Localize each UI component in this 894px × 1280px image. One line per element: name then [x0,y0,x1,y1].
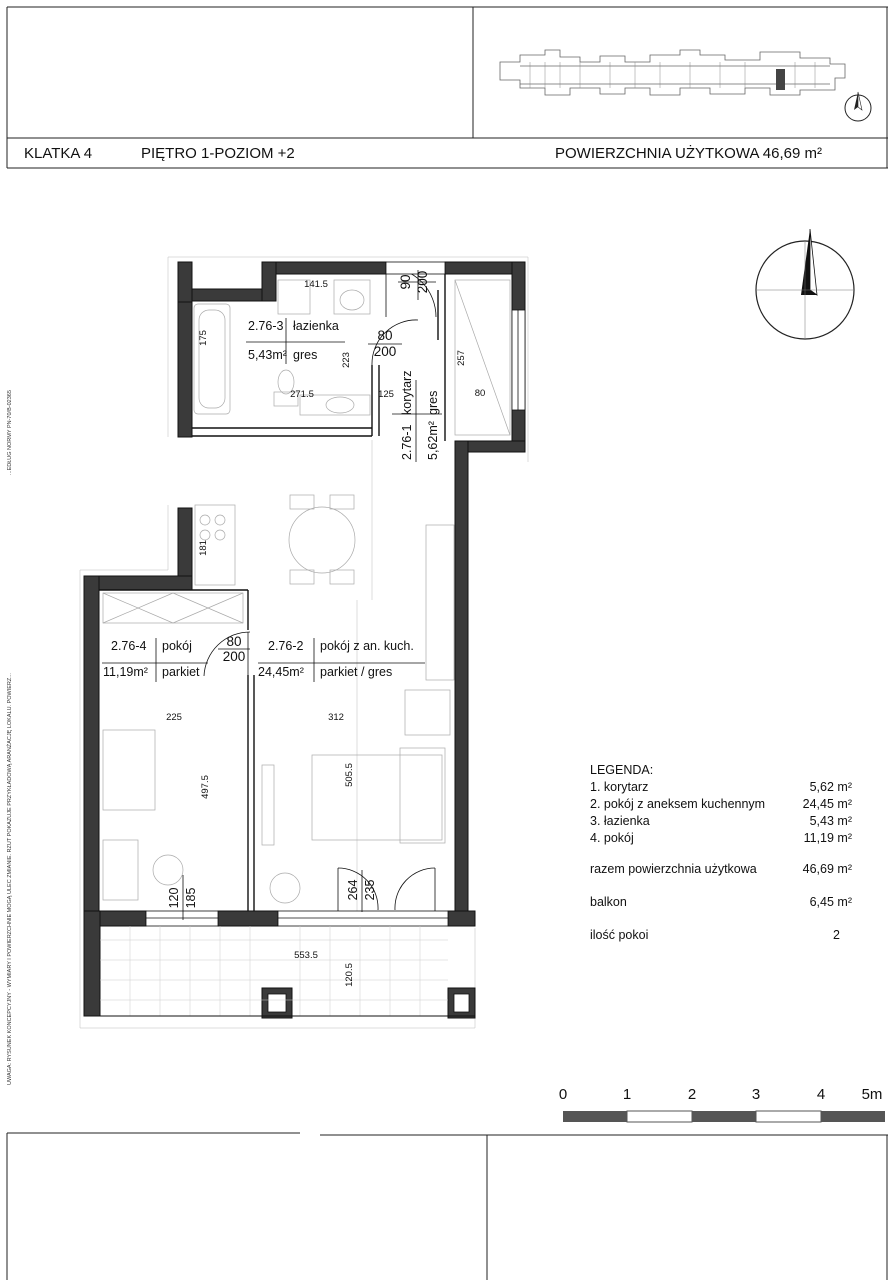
room-living-finish: parkiet / gres [320,665,393,679]
side-norm-note: ...EDŁUG NORMY PN-70/B-02365 [7,390,13,475]
side-disclaimer: UWAGA: RYSUNEK KONCEPCYJNY - WYMIARY I POWIERZCHNIE MOGĄ ULEC ZMIANIE. RZUT POKAZUJE PRZYKŁADOWĄ ARANŻACJĘ LOKALU. POWIERZ... [7,673,13,1085]
dim-bath-top: 141.5 [304,279,328,290]
scale-tick-1: 1 [622,1086,632,1103]
legend-total-label: razem powierzchnia użytkowa [590,862,757,876]
room-bathroom-name: łazienka [293,319,339,333]
legend-item-value: 11,19 m² [803,831,852,845]
legend-balcony-label: balkon [590,895,627,909]
room-living-area: 24,45m² [258,665,304,679]
dim-corridor-width: 80 [474,388,486,399]
legend-rooms-value: 2 [833,928,840,942]
room-bathroom-area: 5,43m² [248,348,287,362]
legend-total-value: 46,69 m² [802,862,852,876]
dim-room4-width: 225 [166,712,182,723]
balcony-door-dim-a: 264 [346,879,360,901]
scale-tick-3: 3 [751,1086,761,1103]
room-living-id: 2.76-2 [268,639,304,653]
dim-corridor-height: 257 [456,350,467,366]
dim-balcony-width: 553.5 [294,950,318,961]
dim-balcony-depth: 120.5 [344,963,355,987]
dim-room4-height: 497.5 [200,775,211,799]
room-bedroom-area: 11,19m² [103,665,148,679]
dim-room2-width: 312 [328,712,344,723]
window-dim-b: 185 [184,887,198,909]
scale-tick-4: 4 [816,1086,826,1103]
dim-kitchen-stub: 181 [198,540,209,556]
door-bedroom-height: 200 [222,649,246,664]
usable-area-label: POWIERZCHNIA UŻYTKOWA 46,69 m² [555,145,822,162]
legend-rooms-label: ilość pokoi [590,928,649,942]
room-bedroom-name: pokój [162,639,192,653]
floor-label: PIĘTRO 1-POZIOM +2 [141,145,295,162]
scale-tick-0: 0 [558,1086,568,1103]
door-bath-width: 80 [377,328,393,343]
legend-item-value: 5,62 m² [809,780,852,794]
legend-item-label: 3. łazienka [590,814,650,828]
stairwell-label: KLATKA 4 [24,145,93,162]
dim-bath-right: 223 [341,352,352,368]
room-bedroom-id: 2.76-4 [111,639,147,653]
window-dim-a: 120 [167,887,181,909]
room-corridor-id: 2.76-1 [400,424,414,460]
dim-corridor-small: 125 [378,389,394,400]
room-living-name: pokój z an. kuch. [320,639,414,653]
room-corridor-area: 5,62m² [426,421,440,460]
door-entry-height: 200 [415,270,430,294]
legend-item-value: 5,43 m² [809,814,852,828]
dim-bath-bottom: 271.5 [290,389,314,400]
door-bath-height: 200 [373,344,397,359]
scale-tick-5: 5m [861,1086,883,1103]
legend-item-label: 1. korytarz [590,780,649,794]
room-bathroom-finish: gres [293,348,318,362]
legend-item-label: 4. pokój [590,831,634,845]
room-corridor-name: korytarz [400,370,414,415]
legend-title: LEGENDA: [590,763,654,777]
legend-balcony-value: 6,45 m² [809,895,852,909]
room-corridor-finish: gres [426,390,440,415]
balcony-door-dim-b: 235 [363,879,377,901]
legend-item-label: 2. pokój z aneksem kuchennym [590,797,766,811]
door-bedroom-width: 80 [226,634,242,649]
scale-tick-2: 2 [687,1086,697,1103]
dim-bath-left: 175 [198,330,209,346]
room-bathroom-id: 2.76-3 [248,319,284,333]
room-bedroom-finish: parkiet [162,665,200,679]
door-entry-width: 90 [398,274,413,290]
legend-item-value: 24,45 m² [802,797,852,811]
dim-room2-height: 505.5 [344,763,355,787]
